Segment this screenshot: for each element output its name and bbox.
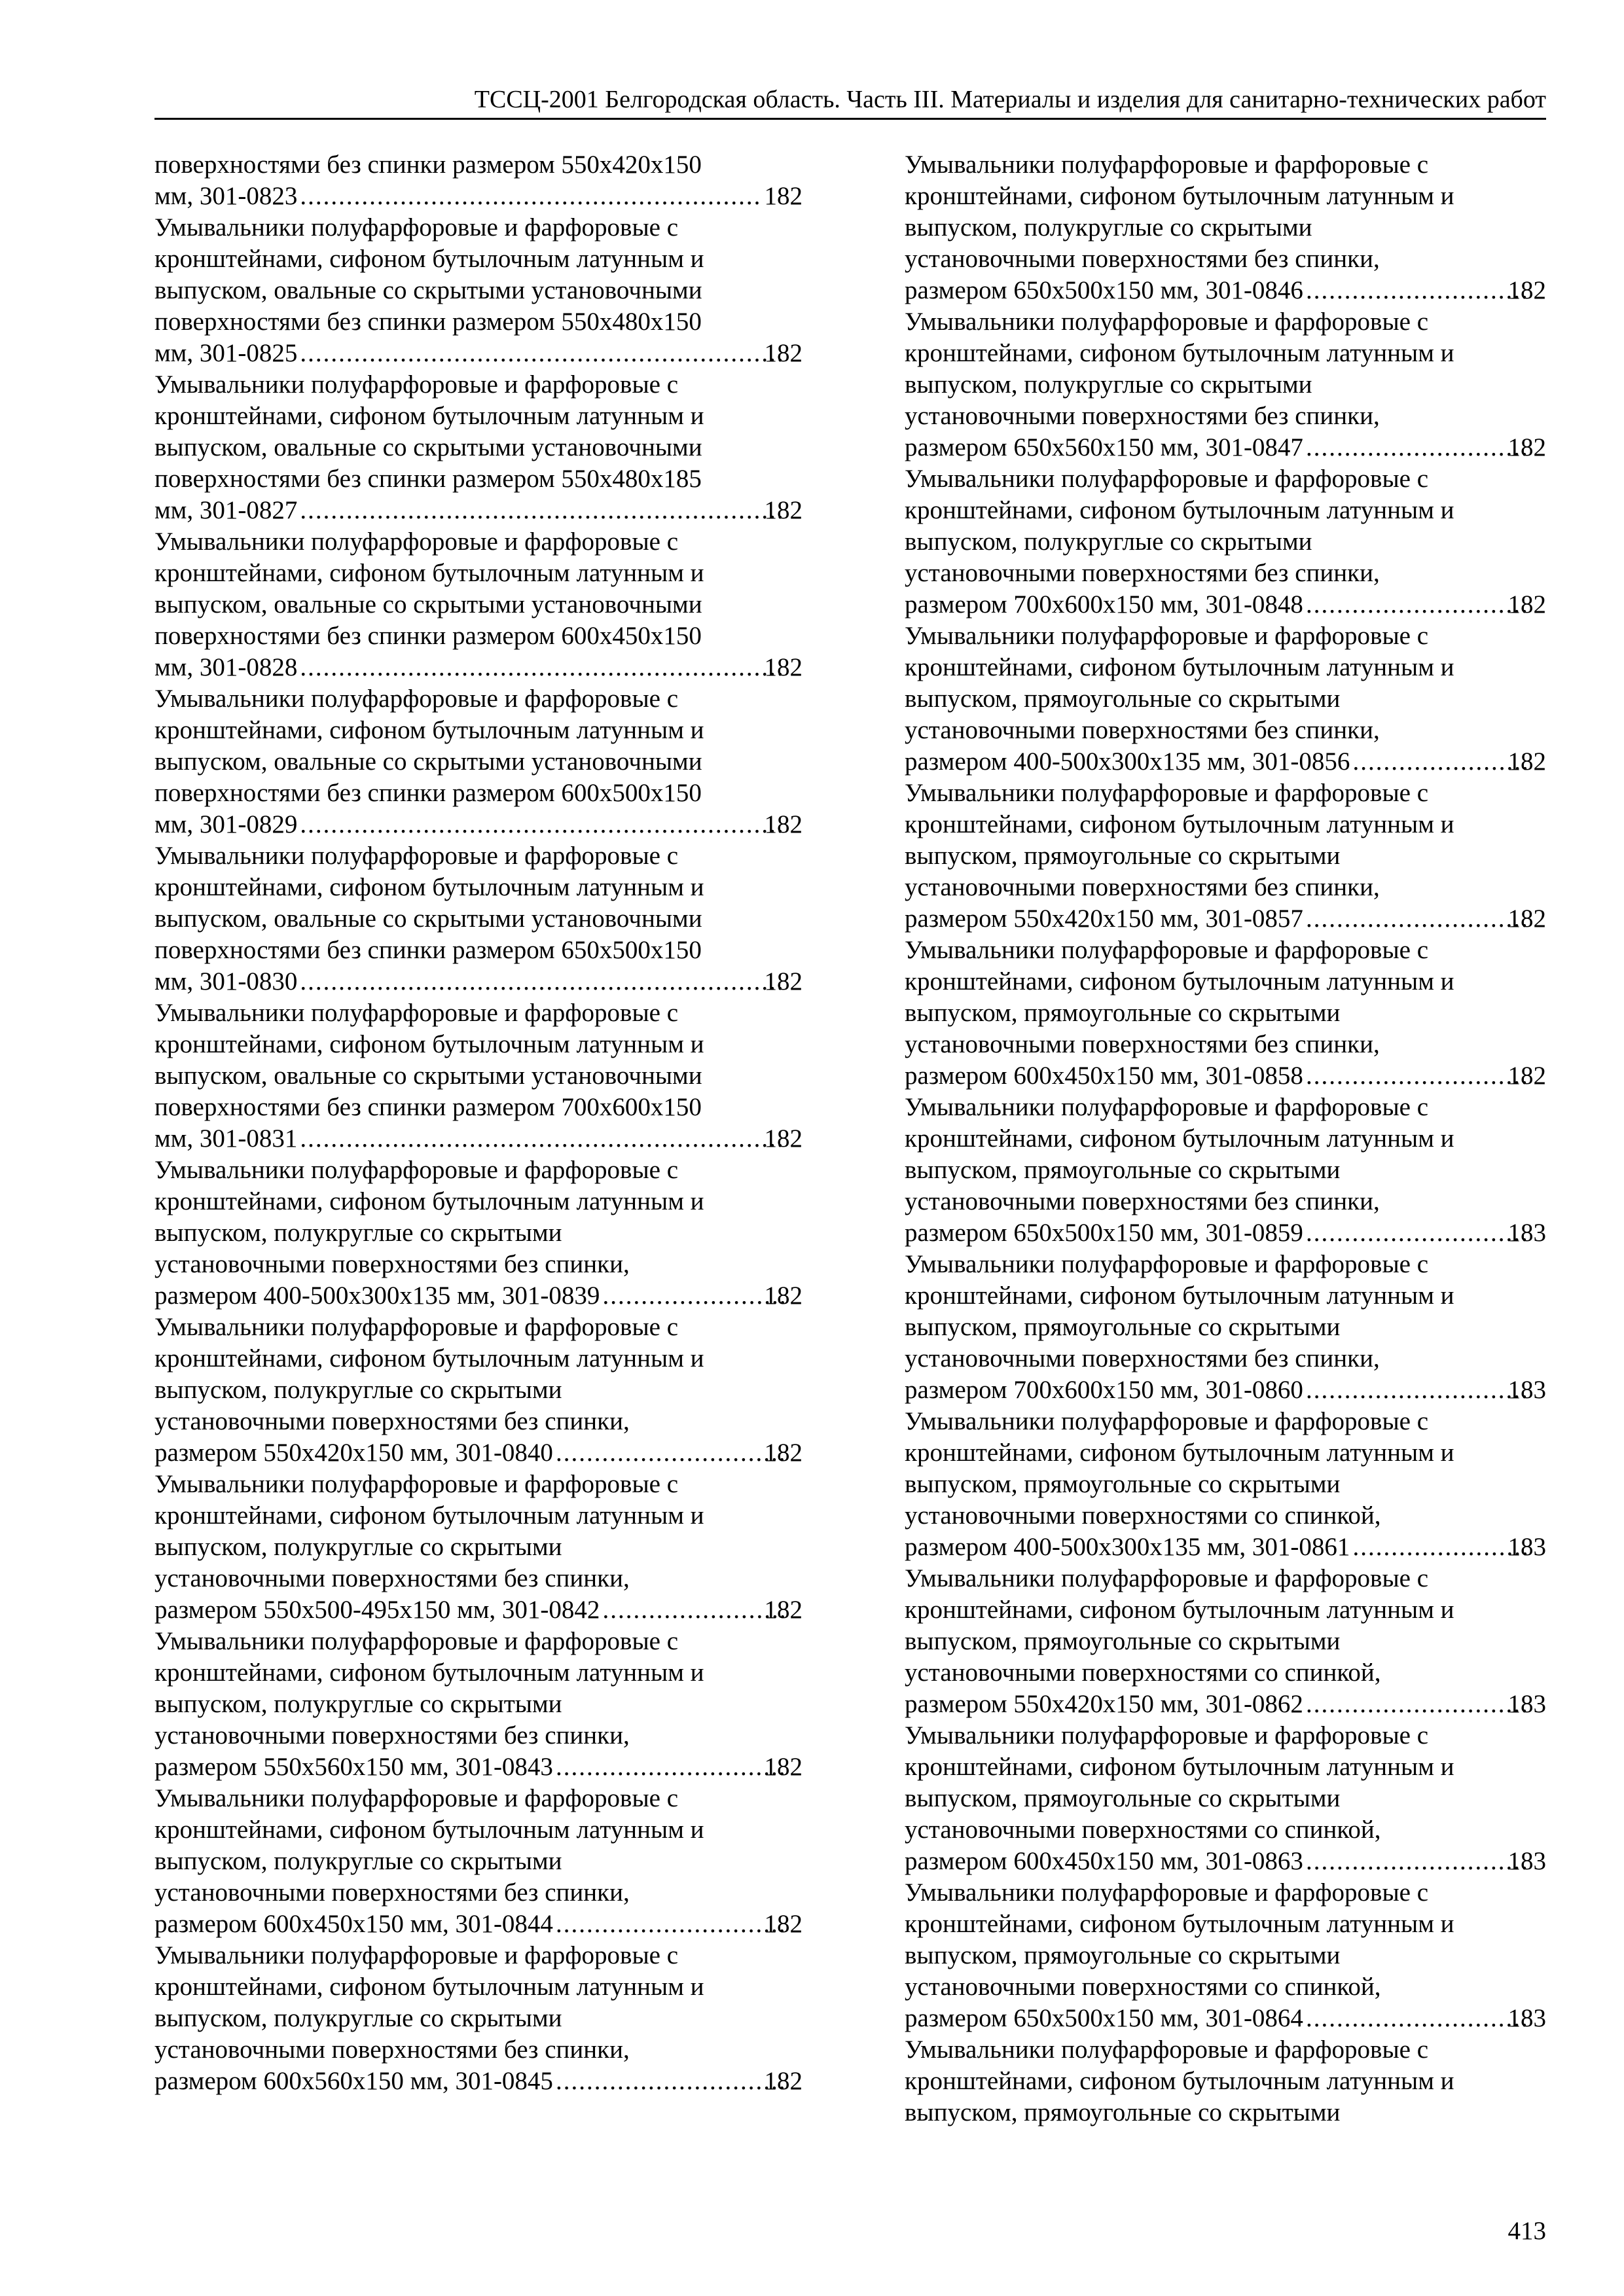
dot-leader <box>1306 2003 1530 2034</box>
entry-line: Умывальники полуфарфоровые и фарфоровые с <box>154 528 679 556</box>
dot-leader <box>1306 1374 1530 1406</box>
entry-line: поверхностями без спинки размером 600x500x150 <box>154 779 702 807</box>
entry-line: выпуском, овальные со скрытыми установочными <box>154 590 702 619</box>
entry-line: Умывальники полуфарфоровые и фарфоровые с <box>905 308 1429 336</box>
index-entry <box>905 620 1546 778</box>
entry-line: кронштейнами, сифоном бутылочным латунным и <box>154 873 704 901</box>
entry-line: выпуском, полукруглые со скрытыми <box>905 213 1312 242</box>
entry-last-line <box>154 338 803 369</box>
entry-line: Умывальники полуфарфоровые и фарфоровые с <box>905 779 1429 807</box>
entry-line: кронштейнами, сифоном бутылочным латунным и <box>905 496 1454 524</box>
entry-code: мм, 301-0828 <box>154 653 298 681</box>
entry-line: кронштейнами, сифоном бутылочным латунным и <box>154 1816 704 1844</box>
entry-code: мм, 301-0829 <box>154 810 298 838</box>
dot-leader <box>556 1909 787 1940</box>
dot-leader <box>1306 1689 1530 1720</box>
entry-code: размером 600x450x150 мм, 301-0863 <box>905 1847 1303 1875</box>
entry-page-ref: 182 <box>764 182 803 210</box>
entry-last-line <box>154 809 803 840</box>
entry-line: выпуском, полукруглые со скрытыми <box>154 2004 562 2032</box>
index-entry <box>154 1783 803 1940</box>
entry-code: размером 550x500-495x150 мм, 301-0842 <box>154 1596 600 1624</box>
dot-leader <box>1306 275 1530 306</box>
index-entry <box>154 369 803 526</box>
entry-line: Умывальники полуфарфоровые и фарфоровые с <box>905 1721 1429 1749</box>
entry-line: кронштейнами, сифоном бутылочным латунным и <box>154 1973 704 2001</box>
index-entry <box>905 1563 1546 1720</box>
entry-line: поверхностями без спинки размером 550x420x150 <box>154 151 702 179</box>
entry-line: установочными поверхностями без спинки, <box>905 873 1380 901</box>
index-entry <box>905 1720 1546 1877</box>
entry-line: Умывальники полуфарфоровые и фарфоровые с <box>154 685 679 713</box>
entry-line: выпуском, полукруглые со скрытыми <box>905 528 1312 556</box>
entry-line: выпуском, прямоугольные со скрытыми <box>905 685 1341 713</box>
index-entry <box>154 840 803 997</box>
entry-last-line <box>905 275 1546 306</box>
entry-page-ref: 182 <box>1507 1062 1546 1090</box>
dot-leader <box>300 338 786 369</box>
entry-last-line <box>154 1751 803 1783</box>
index-entry <box>905 1092 1546 1249</box>
index-entry <box>905 778 1546 935</box>
dot-leader <box>602 1594 786 1626</box>
entry-line: Умывальники полуфарфоровые и фарфоровые с <box>154 213 679 242</box>
index-entry <box>154 212 803 369</box>
entry-line: установочными поверхностями со спинкой, <box>905 1501 1381 1530</box>
entry-page-ref: 183 <box>1507 2004 1546 2032</box>
index-column-right <box>905 149 1546 2128</box>
index-entry <box>154 1469 803 1626</box>
entry-line: поверхностями без спинки размером 550x480x185 <box>154 465 702 493</box>
entry-line: Умывальники полуфарфоровые и фарфоровые с <box>154 370 679 399</box>
entry-line: установочными поверхностями без спинки, <box>154 1250 630 1278</box>
entry-last-line <box>905 1689 1546 1720</box>
entry-line: Умывальники полуфарфоровые и фарфоровые с <box>154 999 679 1027</box>
dot-leader <box>602 1280 786 1312</box>
entry-line: установочными поверхностями без спинки, <box>905 402 1380 430</box>
entry-line: Умывальники полуфарфоровые и фарфоровые с <box>154 1784 679 1812</box>
dot-leader <box>556 1751 787 1783</box>
dot-leader <box>1306 589 1530 620</box>
entry-page-ref: 183 <box>1507 1847 1546 1875</box>
entry-last-line <box>905 1532 1546 1563</box>
entry-line: кронштейнами, сифоном бутылочным латунным и <box>905 1439 1454 1467</box>
entry-line: выпуском, овальные со скрытыми установочными <box>154 905 702 933</box>
entry-code: размером 650x500x150 мм, 301-0864 <box>905 2004 1303 2032</box>
entry-line: кронштейнами, сифоном бутылочным латунным и <box>905 1596 1454 1624</box>
entry-line: поверхностями без спинки размером 650x500x150 <box>154 936 702 964</box>
entry-line: установочными поверхностями без спинки, <box>154 1564 630 1592</box>
entry-last-line <box>905 2003 1546 2034</box>
entry-page-ref: 182 <box>764 339 803 367</box>
entry-last-line <box>154 652 803 683</box>
entry-line: кронштейнами, сифоном бутылочным латунным и <box>905 1753 1454 1781</box>
entry-code: размером 650x500x150 мм, 301-0859 <box>905 1219 1303 1247</box>
entry-page-ref: 182 <box>1507 590 1546 619</box>
index-entry <box>154 149 803 212</box>
entry-line: установочными поверхностями со спинкой, <box>905 1973 1381 2001</box>
entry-line: Умывальники полуфарфоровые и фарфоровые с <box>905 1093 1429 1121</box>
dot-leader <box>1306 1217 1530 1249</box>
entry-line: Умывальники полуфарфоровые и фарфоровые с <box>905 936 1429 964</box>
entry-code: размером 650x500x150 мм, 301-0846 <box>905 276 1303 304</box>
entry-line: поверхностями без спинки размером 700x600x150 <box>154 1093 702 1121</box>
entry-line: Умывальники полуфарфоровые и фарфоровые с <box>905 1250 1429 1278</box>
entry-line: кронштейнами, сифоном бутылочным латунным и <box>905 653 1454 681</box>
entry-code: размером 550x560x150 мм, 301-0843 <box>154 1753 553 1781</box>
entry-page-ref: 182 <box>764 2067 803 2095</box>
index-entry <box>154 526 803 683</box>
entry-line: Умывальники полуфарфоровые и фарфоровые с <box>154 1941 679 1969</box>
entry-line: Умывальники полуфарфоровые и фарфоровые с <box>154 1627 679 1655</box>
entry-line: выпуском, прямоугольные со скрытыми <box>905 1627 1341 1655</box>
entry-page-ref: 183 <box>1507 1219 1546 1247</box>
entry-last-line <box>905 903 1546 935</box>
entry-line: выпуском, прямоугольные со скрытыми <box>905 1470 1341 1498</box>
entry-last-line <box>905 1217 1546 1249</box>
entry-page-ref: 182 <box>764 810 803 838</box>
entry-code: мм, 301-0827 <box>154 496 298 524</box>
entry-last-line <box>154 495 803 526</box>
index-entry <box>154 1312 803 1469</box>
entry-line: установочными поверхностями без спинки, <box>154 1407 630 1435</box>
entry-code: размером 550x420x150 мм, 301-0840 <box>154 1439 553 1467</box>
entry-line: Умывальники полуфарфоровые и фарфоровые с <box>154 1313 679 1341</box>
entry-last-line <box>154 1437 803 1469</box>
entry-line: установочными поверхностями без спинки, <box>154 1878 630 1907</box>
index-entry <box>905 1249 1546 1406</box>
entry-line: установочными поверхностями без спинки, <box>905 1030 1380 1058</box>
entry-line: Умывальники полуфарфоровые и фарфоровые с <box>154 842 679 870</box>
entry-page-ref: 182 <box>764 653 803 681</box>
entry-line: Умывальники полуфарфоровые и фарфоровые с <box>154 1156 679 1184</box>
entry-page-ref: 182 <box>764 1596 803 1624</box>
entry-line: установочными поверхностями без спинки, <box>154 2036 630 2064</box>
entry-line: кронштейнами, сифоном бутылочным латунным и <box>154 1501 704 1530</box>
entry-code: размером 600x560x150 мм, 301-0845 <box>154 2067 553 2095</box>
entry-line: установочными поверхностями без спинки, <box>905 1344 1380 1372</box>
running-header: ТССЦ-2001 Белгородская область. Часть III. Материалы и изделия для санитарно-технических работ <box>474 86 1546 113</box>
index-entry <box>905 1877 1546 2034</box>
entry-line: выпуском, овальные со скрытыми установочными <box>154 433 702 461</box>
entry-line: Умывальники полуфарфоровые и фарфоровые с <box>905 465 1429 493</box>
entry-line: выпуском, овальные со скрытыми установочными <box>154 747 702 776</box>
entry-code: размером 400-500x300x135 мм, 301-0861 <box>905 1533 1350 1561</box>
entry-page-ref: 183 <box>1507 1690 1546 1718</box>
entry-page-ref: 182 <box>1507 905 1546 933</box>
entry-page-ref: 182 <box>764 967 803 996</box>
index-entry <box>905 935 1546 1092</box>
entry-code: мм, 301-0831 <box>154 1124 298 1153</box>
page-number: 413 <box>1507 2217 1546 2245</box>
header-rule <box>154 118 1546 120</box>
entry-line: кронштейнами, сифоном бутылочным латунным и <box>154 1659 704 1687</box>
dot-leader <box>556 2066 787 2097</box>
entry-page-ref: 182 <box>764 1753 803 1781</box>
entry-last-line <box>154 1280 803 1312</box>
entry-code: размером 700x600x150 мм, 301-0848 <box>905 590 1303 619</box>
entry-page-ref: 182 <box>1507 276 1546 304</box>
entry-page-ref: 182 <box>764 496 803 524</box>
entry-code: размером 550x420x150 мм, 301-0862 <box>905 1690 1303 1718</box>
index-entry <box>905 2034 1546 2128</box>
dot-leader <box>1306 903 1530 935</box>
entry-line: Умывальники полуфарфоровые и фарфоровые с <box>905 151 1429 179</box>
entry-code: размером 600x450x150 мм, 301-0858 <box>905 1062 1303 1090</box>
entry-line: поверхностями без спинки размером 550x480x150 <box>154 308 702 336</box>
dot-leader <box>300 1123 786 1155</box>
entry-line: выпуском, полукруглые со скрытыми <box>154 1219 562 1247</box>
index-entry <box>154 997 803 1155</box>
entry-page-ref: 182 <box>764 1439 803 1467</box>
entry-line: кронштейнами, сифоном бутылочным латунным и <box>905 810 1454 838</box>
dot-leader <box>556 1437 787 1469</box>
entry-line: кронштейнами, сифоном бутылочным латунным и <box>154 402 704 430</box>
dot-leader <box>1352 1532 1530 1563</box>
entry-line: выпуском, прямоугольные со скрытыми <box>905 842 1341 870</box>
entry-page-ref: 183 <box>1507 1533 1546 1561</box>
entry-line: выпуском, полукруглые со скрытыми <box>154 1376 562 1404</box>
entry-line: кронштейнами, сифоном бутылочным латунным и <box>154 1187 704 1215</box>
entry-line: установочными поверхностями без спинки, <box>905 1187 1380 1215</box>
dot-leader <box>1306 1846 1530 1877</box>
entry-line: выпуском, полукруглые со скрытыми <box>154 1690 562 1718</box>
entry-line: Умывальники полуфарфоровые и фарфоровые с <box>905 622 1429 650</box>
dot-leader <box>300 652 786 683</box>
entry-line: кронштейнами, сифоном бутылочным латунным и <box>154 245 704 273</box>
entry-line: кронштейнами, сифоном бутылочным латунным и <box>154 716 704 744</box>
entry-last-line <box>905 432 1546 463</box>
entry-line: установочными поверхностями без спинки, <box>905 559 1380 587</box>
entry-line: выпуском, прямоугольные со скрытыми <box>905 2098 1341 2126</box>
entry-line: выпуском, овальные со скрытыми установочными <box>154 276 702 304</box>
entry-line: кронштейнами, сифоном бутылочным латунным и <box>905 1282 1454 1310</box>
entry-code: размером 550x420x150 мм, 301-0857 <box>905 905 1303 933</box>
entry-code: размером 700x600x150 мм, 301-0860 <box>905 1376 1303 1404</box>
entry-line: Умывальники полуфарфоровые и фарфоровые с <box>905 1878 1429 1907</box>
entry-line: кронштейнами, сифоном бутылочным латунным и <box>905 2067 1454 2095</box>
entry-page-ref: 182 <box>1507 747 1546 776</box>
dot-leader <box>1306 1060 1530 1092</box>
dot-leader <box>300 809 786 840</box>
index-entry <box>905 1406 1546 1563</box>
entry-last-line <box>154 966 803 997</box>
dot-leader <box>300 181 760 212</box>
index-entry <box>154 1155 803 1312</box>
entry-code: размером 400-500x300x135 мм, 301-0856 <box>905 747 1350 776</box>
index-entry <box>905 463 1546 620</box>
entry-line: кронштейнами, сифоном бутылочным латунным и <box>905 182 1454 210</box>
entry-last-line <box>905 1374 1546 1406</box>
entry-last-line <box>154 1909 803 1940</box>
entry-line: выпуском, полукруглые со скрытыми <box>154 1533 562 1561</box>
entry-last-line <box>905 1060 1546 1092</box>
entry-last-line <box>905 746 1546 778</box>
index-entry <box>905 306 1546 463</box>
entry-line: кронштейнами, сифоном бутылочным латунным и <box>154 559 704 587</box>
entry-page-ref: 182 <box>764 1124 803 1153</box>
entry-page-ref: 183 <box>1507 1376 1546 1404</box>
entry-line: Умывальники полуфарфоровые и фарфоровые с <box>905 1564 1429 1592</box>
entry-line: Умывальники полуфарфоровые и фарфоровые с <box>905 2036 1429 2064</box>
entry-line: выпуском, полукруглые со скрытыми <box>154 1847 562 1875</box>
index-entry <box>154 683 803 840</box>
entry-line: Умывальники полуфарфоровые и фарфоровые с <box>154 1470 679 1498</box>
entry-line: кронштейнами, сифоном бутылочным латунным и <box>154 1030 704 1058</box>
entry-code: мм, 301-0830 <box>154 967 298 996</box>
entry-line: кронштейнами, сифоном бутылочным латунным и <box>154 1344 704 1372</box>
entry-code: мм, 301-0823 <box>154 182 298 210</box>
entry-line: установочными поверхностями без спинки, <box>905 245 1380 273</box>
index-entry <box>154 1626 803 1783</box>
entry-last-line <box>154 2066 803 2097</box>
entry-line: установочными поверхностями без спинки, <box>154 1721 630 1749</box>
entry-line: установочными поверхностями со спинкой, <box>905 1659 1381 1687</box>
entry-last-line <box>154 1594 803 1626</box>
entry-line: выпуском, полукруглые со скрытыми <box>905 370 1312 399</box>
entry-line: поверхностями без спинки размером 600x450x150 <box>154 622 702 650</box>
entry-last-line <box>905 589 1546 620</box>
entry-line: выпуском, прямоугольные со скрытыми <box>905 1784 1341 1812</box>
entry-line: кронштейнами, сифоном бутылочным латунным и <box>905 967 1454 996</box>
entry-line: выпуском, прямоугольные со скрытыми <box>905 1313 1341 1341</box>
entry-code: размером 400-500x300x135 мм, 301-0839 <box>154 1282 600 1310</box>
entry-line: установочными поверхностями со спинкой, <box>905 1816 1381 1844</box>
entry-page-ref: 182 <box>764 1282 803 1310</box>
entry-line: установочными поверхностями без спинки, <box>905 716 1380 744</box>
entry-line: выпуском, прямоугольные со скрытыми <box>905 1156 1341 1184</box>
entry-last-line <box>154 1123 803 1155</box>
entry-line: кронштейнами, сифоном бутылочным латунным и <box>905 1124 1454 1153</box>
index-entry <box>154 1940 803 2097</box>
entry-code: мм, 301-0825 <box>154 339 298 367</box>
index-entry <box>905 149 1546 306</box>
entry-code: размером 650x560x150 мм, 301-0847 <box>905 433 1303 461</box>
index-column-left <box>154 149 803 2097</box>
entry-line: выпуском, овальные со скрытыми установочными <box>154 1062 702 1090</box>
entry-line: выпуском, прямоугольные со скрытыми <box>905 999 1341 1027</box>
entry-line: Умывальники полуфарфоровые и фарфоровые с <box>905 1407 1429 1435</box>
dot-leader <box>1352 746 1530 778</box>
entry-page-ref: 182 <box>1507 433 1546 461</box>
entry-last-line <box>154 181 803 212</box>
dot-leader <box>300 966 786 997</box>
entry-line: кронштейнами, сифоном бутылочным латунным и <box>905 1910 1454 1938</box>
entry-last-line <box>905 1846 1546 1877</box>
entry-line: кронштейнами, сифоном бутылочным латунным и <box>905 339 1454 367</box>
entry-code: размером 600x450x150 мм, 301-0844 <box>154 1910 553 1938</box>
dot-leader <box>1306 432 1530 463</box>
entry-line: выпуском, прямоугольные со скрытыми <box>905 1941 1341 1969</box>
dot-leader <box>300 495 786 526</box>
entry-page-ref: 182 <box>764 1910 803 1938</box>
